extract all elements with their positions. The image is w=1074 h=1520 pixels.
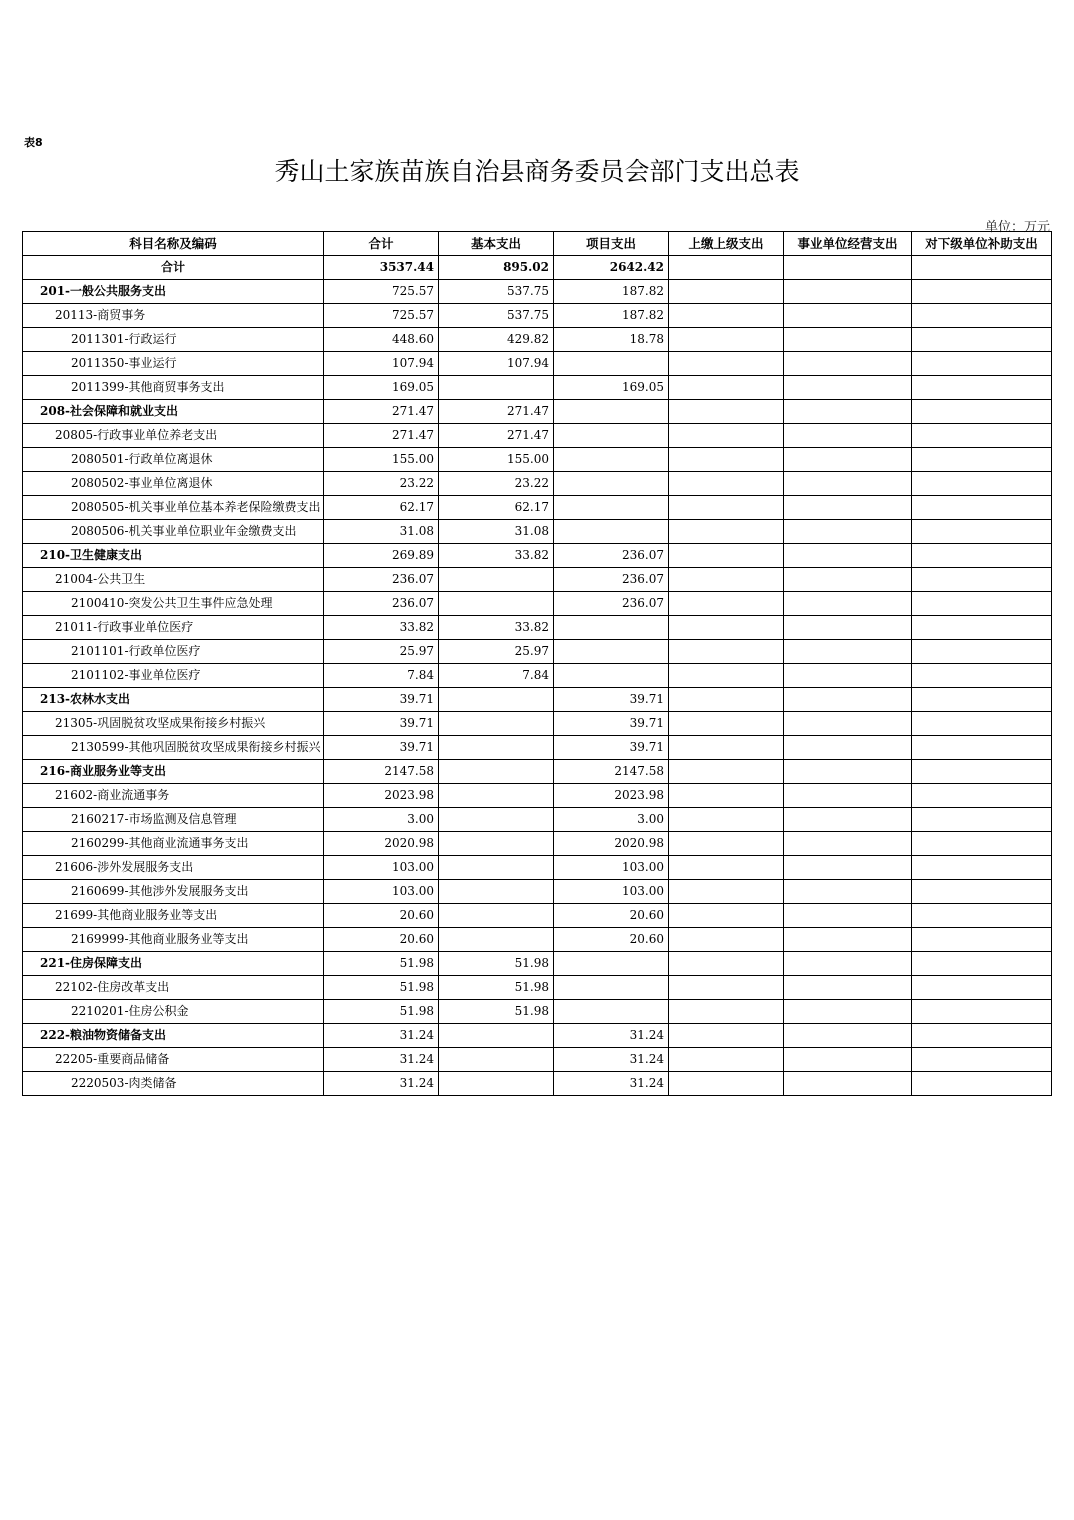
row-basic-cell [439,568,554,592]
row-name-cell: 21606-涉外发展服务支出 [23,856,324,880]
header-upper: 上缴上级支出 [669,232,784,256]
row-subsidy-cell [912,352,1052,376]
row-business-cell [784,304,912,328]
row-basic-cell [439,808,554,832]
row-basic-cell: 271.47 [439,400,554,424]
table-row [23,1000,1052,1024]
row-basic-cell: 51.98 [439,1000,554,1024]
row-basic-cell: 25.97 [439,640,554,664]
table-body [23,256,1052,1096]
row-upper-cell [669,280,784,304]
row-business-cell [784,952,912,976]
row-subsidy-cell [912,808,1052,832]
row-total-cell: 155.00 [324,448,439,472]
row-business-cell [784,544,912,568]
table-row [23,352,1052,376]
row-name-cell: 2011350-事业运行 [23,352,324,376]
table-row [23,688,1052,712]
row-project-cell [554,952,669,976]
row-subsidy-cell [912,568,1052,592]
row-business-cell [784,1024,912,1048]
row-upper-cell [669,400,784,424]
row-basic-cell: 51.98 [439,952,554,976]
row-name-cell: 2220503-肉类储备 [23,1072,324,1096]
row-upper-cell [669,520,784,544]
row-upper-cell [669,688,784,712]
row-business-cell [784,736,912,760]
row-subsidy-cell [912,640,1052,664]
row-project-cell: 20.60 [554,904,669,928]
row-business-cell [784,328,912,352]
row-subsidy-cell [912,784,1052,808]
row-total-cell: 271.47 [324,424,439,448]
row-name-cell: 221-住房保障支出 [23,952,324,976]
row-upper-cell [669,496,784,520]
row-basic-cell: 23.22 [439,472,554,496]
row-upper-cell [669,928,784,952]
row-business-cell [784,1048,912,1072]
row-total-cell: 3.00 [324,808,439,832]
row-basic-cell [439,1048,554,1072]
row-total-cell: 2147.58 [324,760,439,784]
row-project-cell: 31.24 [554,1072,669,1096]
row-upper-cell [669,976,784,1000]
row-basic-cell [439,856,554,880]
row-project-cell: 103.00 [554,880,669,904]
row-subsidy-cell [912,400,1052,424]
row-subsidy-cell [912,928,1052,952]
row-total-cell: 236.07 [324,568,439,592]
row-project-cell [554,640,669,664]
row-project-cell: 2023.98 [554,784,669,808]
row-basic-cell [439,1072,554,1096]
table-row [23,928,1052,952]
row-upper-cell [669,664,784,688]
row-basic-cell [439,592,554,616]
row-business-cell [784,928,912,952]
row-business-cell [784,592,912,616]
row-subsidy-cell [912,544,1052,568]
row-project-cell: 18.78 [554,328,669,352]
table-row [23,544,1052,568]
row-upper-cell [669,352,784,376]
row-business-cell [784,1000,912,1024]
total-row [23,256,1052,280]
row-upper-cell [669,1072,784,1096]
row-subsidy-cell [912,760,1052,784]
row-total-cell: 2020.98 [324,832,439,856]
row-subsidy-cell [912,592,1052,616]
row-total-cell: 33.82 [324,616,439,640]
table-row [23,376,1052,400]
row-subsidy-cell [912,472,1052,496]
row-business-cell [784,976,912,1000]
table-row [23,664,1052,688]
row-project-cell: 169.05 [554,376,669,400]
row-upper-cell [669,472,784,496]
row-total-cell: 39.71 [324,736,439,760]
row-name-cell: 22102-住房改革支出 [23,976,324,1000]
row-basic-cell: 271.47 [439,424,554,448]
row-total-cell: 271.47 [324,400,439,424]
row-project-cell [554,1000,669,1024]
table-row [23,304,1052,328]
row-basic-cell [439,688,554,712]
table-row [23,808,1052,832]
row-basic-cell [439,1024,554,1048]
row-business-cell [784,784,912,808]
row-project-cell [554,616,669,640]
row-name-cell: 22205-重要商品储备 [23,1048,324,1072]
row-project-cell: 236.07 [554,568,669,592]
table-row [23,496,1052,520]
row-upper-cell [669,544,784,568]
row-total-cell: 31.24 [324,1024,439,1048]
row-name-cell: 2130599-其他巩固脱贫攻坚成果衔接乡村振兴 [23,736,324,760]
row-subsidy-cell [912,520,1052,544]
row-upper-cell [669,808,784,832]
row-total-cell: 25.97 [324,640,439,664]
row-name-cell: 222-粮油物资储备支出 [23,1024,324,1048]
row-project-cell: 187.82 [554,304,669,328]
row-project-cell [554,496,669,520]
row-name-cell: 21602-商业流通事务 [23,784,324,808]
table-row [23,472,1052,496]
row-total-cell: 51.98 [324,952,439,976]
row-upper-cell [669,304,784,328]
table-row [23,448,1052,472]
row-name-cell: 208-社会保障和就业支出 [23,400,324,424]
row-project-cell [554,352,669,376]
table-row [23,976,1052,1000]
row-basic-cell: 51.98 [439,976,554,1000]
row-project-cell: 187.82 [554,280,669,304]
row-project-cell: 39.71 [554,712,669,736]
table-row [23,1048,1052,1072]
row-project-cell: 2147.58 [554,760,669,784]
table-row [23,328,1052,352]
row-project-cell: 31.24 [554,1024,669,1048]
header-project: 项目支出 [554,232,669,256]
row-subsidy-cell [912,952,1052,976]
row-basic-cell [439,760,554,784]
row-project-cell: 3.00 [554,808,669,832]
table-number: 表8 [24,136,43,149]
row-subsidy-cell [912,496,1052,520]
table-row [23,520,1052,544]
row-basic-cell: 537.75 [439,304,554,328]
row-business-cell [784,400,912,424]
row-name-cell: 2169999-其他商业服务业等支出 [23,928,324,952]
row-upper-cell [669,592,784,616]
row-name-cell: 2080501-行政单位离退休 [23,448,324,472]
row-total-cell: 20.60 [324,928,439,952]
row-project-cell [554,664,669,688]
row-subsidy-cell [912,1072,1052,1096]
row-total-cell: 3537.44 [324,256,439,280]
row-business-cell [784,496,912,520]
row-business-cell [784,832,912,856]
row-basic-cell [439,736,554,760]
row-subsidy-cell [912,280,1052,304]
header-subsidy: 对下级单位补助支出 [912,232,1052,256]
page-title: 秀山土家族苗族自治县商务委员会部门支出总表 [274,157,800,186]
row-upper-cell [669,424,784,448]
row-name-cell: 2080502-事业单位离退休 [23,472,324,496]
unit-label: 单位：万元 [984,220,1050,235]
table-row [23,1072,1052,1096]
row-basic-cell: 33.82 [439,616,554,640]
row-total-cell: 107.94 [324,352,439,376]
row-upper-cell [669,328,784,352]
row-project-cell: 31.24 [554,1048,669,1072]
row-subsidy-cell [912,664,1052,688]
row-project-cell: 236.07 [554,592,669,616]
row-business-cell [784,856,912,880]
row-upper-cell [669,1024,784,1048]
row-name-cell: 2160299-其他商业流通事务支出 [23,832,324,856]
row-business-cell [784,664,912,688]
row-project-cell [554,520,669,544]
row-name-cell: 2210201-住房公积金 [23,1000,324,1024]
row-business-cell [784,568,912,592]
row-subsidy-cell [912,1000,1052,1024]
row-name-cell: 2080505-机关事业单位基本养老保险缴费支出 [23,496,324,520]
row-name-cell: 21305-巩固脱贫攻坚成果衔接乡村振兴 [23,712,324,736]
row-business-cell [784,808,912,832]
row-basic-cell: 895.02 [439,256,554,280]
row-upper-cell [669,760,784,784]
row-subsidy-cell [912,1024,1052,1048]
row-business-cell [784,472,912,496]
row-basic-cell: 155.00 [439,448,554,472]
row-total-cell: 62.17 [324,496,439,520]
table-row [23,712,1052,736]
row-upper-cell [669,856,784,880]
row-business-cell [784,688,912,712]
row-business-cell [784,616,912,640]
row-upper-cell [669,1000,784,1024]
row-basic-cell: 31.08 [439,520,554,544]
row-subsidy-cell [912,304,1052,328]
row-total-cell: 51.98 [324,1000,439,1024]
row-basic-cell [439,904,554,928]
row-upper-cell [669,904,784,928]
table-row [23,784,1052,808]
row-project-cell [554,424,669,448]
table-row [23,904,1052,928]
row-upper-cell [669,616,784,640]
row-name-cell: 21004-公共卫生 [23,568,324,592]
row-total-cell: 103.00 [324,880,439,904]
row-subsidy-cell [912,424,1052,448]
row-upper-cell [669,832,784,856]
row-name-cell: 2160217-市场监测及信息管理 [23,808,324,832]
row-upper-cell [669,952,784,976]
row-total-cell: 31.24 [324,1048,439,1072]
row-basic-cell [439,880,554,904]
header-business: 事业单位经营支出 [784,232,912,256]
row-subsidy-cell [912,880,1052,904]
row-subsidy-cell [912,904,1052,928]
row-project-cell: 39.71 [554,688,669,712]
row-business-cell [784,640,912,664]
row-business-cell [784,760,912,784]
row-business-cell [784,1072,912,1096]
table-row [23,952,1052,976]
table-row [23,760,1052,784]
row-project-cell: 2642.42 [554,256,669,280]
table-row [23,400,1052,424]
row-subsidy-cell [912,448,1052,472]
row-basic-cell [439,712,554,736]
row-basic-cell: 7.84 [439,664,554,688]
row-upper-cell [669,880,784,904]
row-business-cell [784,904,912,928]
row-subsidy-cell [912,856,1052,880]
row-total-cell: 51.98 [324,976,439,1000]
row-upper-cell [669,448,784,472]
row-name-cell: 2101102-事业单位医疗 [23,664,324,688]
row-business-cell [784,256,912,280]
row-basic-cell: 537.75 [439,280,554,304]
row-project-cell: 236.07 [554,544,669,568]
row-total-cell: 448.60 [324,328,439,352]
table-row [23,856,1052,880]
row-project-cell [554,448,669,472]
row-total-cell: 169.05 [324,376,439,400]
row-name-cell: 213-农林水支出 [23,688,324,712]
row-total-cell: 269.89 [324,544,439,568]
row-upper-cell [669,376,784,400]
row-basic-cell: 62.17 [439,496,554,520]
row-total-cell: 31.24 [324,1072,439,1096]
row-subsidy-cell [912,832,1052,856]
row-total-cell: 39.71 [324,712,439,736]
row-total-cell: 39.71 [324,688,439,712]
row-business-cell [784,520,912,544]
row-project-cell [554,472,669,496]
table-row [23,568,1052,592]
table-row [23,736,1052,760]
table-row [23,832,1052,856]
table-row [23,592,1052,616]
table-row [23,280,1052,304]
row-name-cell: 21699-其他商业服务业等支出 [23,904,324,928]
row-subsidy-cell [912,376,1052,400]
row-subsidy-cell [912,976,1052,1000]
row-upper-cell [669,256,784,280]
header-basic: 基本支出 [439,232,554,256]
row-upper-cell [669,712,784,736]
row-business-cell [784,712,912,736]
row-total-cell: 20.60 [324,904,439,928]
row-name-cell: 210-卫生健康支出 [23,544,324,568]
row-project-cell [554,400,669,424]
row-upper-cell [669,640,784,664]
header-total: 合计 [324,232,439,256]
table-row [23,880,1052,904]
row-subsidy-cell [912,256,1052,280]
row-name-cell: 20805-行政事业单位养老支出 [23,424,324,448]
table-row [23,424,1052,448]
row-total-cell: 7.84 [324,664,439,688]
row-basic-cell [439,832,554,856]
row-business-cell [784,376,912,400]
row-upper-cell [669,784,784,808]
row-business-cell [784,424,912,448]
row-name-cell: 2011301-行政运行 [23,328,324,352]
row-upper-cell [669,1048,784,1072]
row-name-cell: 合计 [23,256,324,280]
row-business-cell [784,280,912,304]
row-basic-cell [439,928,554,952]
row-subsidy-cell [912,688,1052,712]
row-subsidy-cell [912,328,1052,352]
row-name-cell: 21011-行政事业单位医疗 [23,616,324,640]
row-basic-cell [439,376,554,400]
row-name-cell: 2160699-其他涉外发展服务支出 [23,880,324,904]
row-total-cell: 236.07 [324,592,439,616]
row-basic-cell: 107.94 [439,352,554,376]
row-basic-cell [439,784,554,808]
row-business-cell [784,448,912,472]
row-project-cell [554,976,669,1000]
row-name-cell: 201-一般公共服务支出 [23,280,324,304]
row-basic-cell: 429.82 [439,328,554,352]
row-total-cell: 2023.98 [324,784,439,808]
row-name-cell: 216-商业服务业等支出 [23,760,324,784]
table-row [23,616,1052,640]
row-name-cell: 2101101-行政单位医疗 [23,640,324,664]
header-row [23,232,1052,256]
row-subsidy-cell [912,616,1052,640]
row-business-cell [784,880,912,904]
header-subject: 科目名称及编码 [23,232,324,256]
row-subsidy-cell [912,712,1052,736]
row-name-cell: 2011399-其他商贸事务支出 [23,376,324,400]
row-subsidy-cell [912,736,1052,760]
row-total-cell: 103.00 [324,856,439,880]
row-name-cell: 2080506-机关事业单位职业年金缴费支出 [23,520,324,544]
row-upper-cell [669,736,784,760]
row-project-cell: 39.71 [554,736,669,760]
expenditure-table [22,231,1052,1096]
row-total-cell: 725.57 [324,304,439,328]
row-name-cell: 20113-商贸事务 [23,304,324,328]
row-project-cell: 20.60 [554,928,669,952]
row-total-cell: 31.08 [324,520,439,544]
row-upper-cell [669,568,784,592]
row-project-cell: 2020.98 [554,832,669,856]
row-name-cell: 2100410-突发公共卫生事件应急处理 [23,592,324,616]
row-business-cell [784,352,912,376]
table-row [23,1024,1052,1048]
row-total-cell: 725.57 [324,280,439,304]
table-row [23,640,1052,664]
row-total-cell: 23.22 [324,472,439,496]
row-project-cell: 103.00 [554,856,669,880]
row-subsidy-cell [912,1048,1052,1072]
row-basic-cell: 33.82 [439,544,554,568]
